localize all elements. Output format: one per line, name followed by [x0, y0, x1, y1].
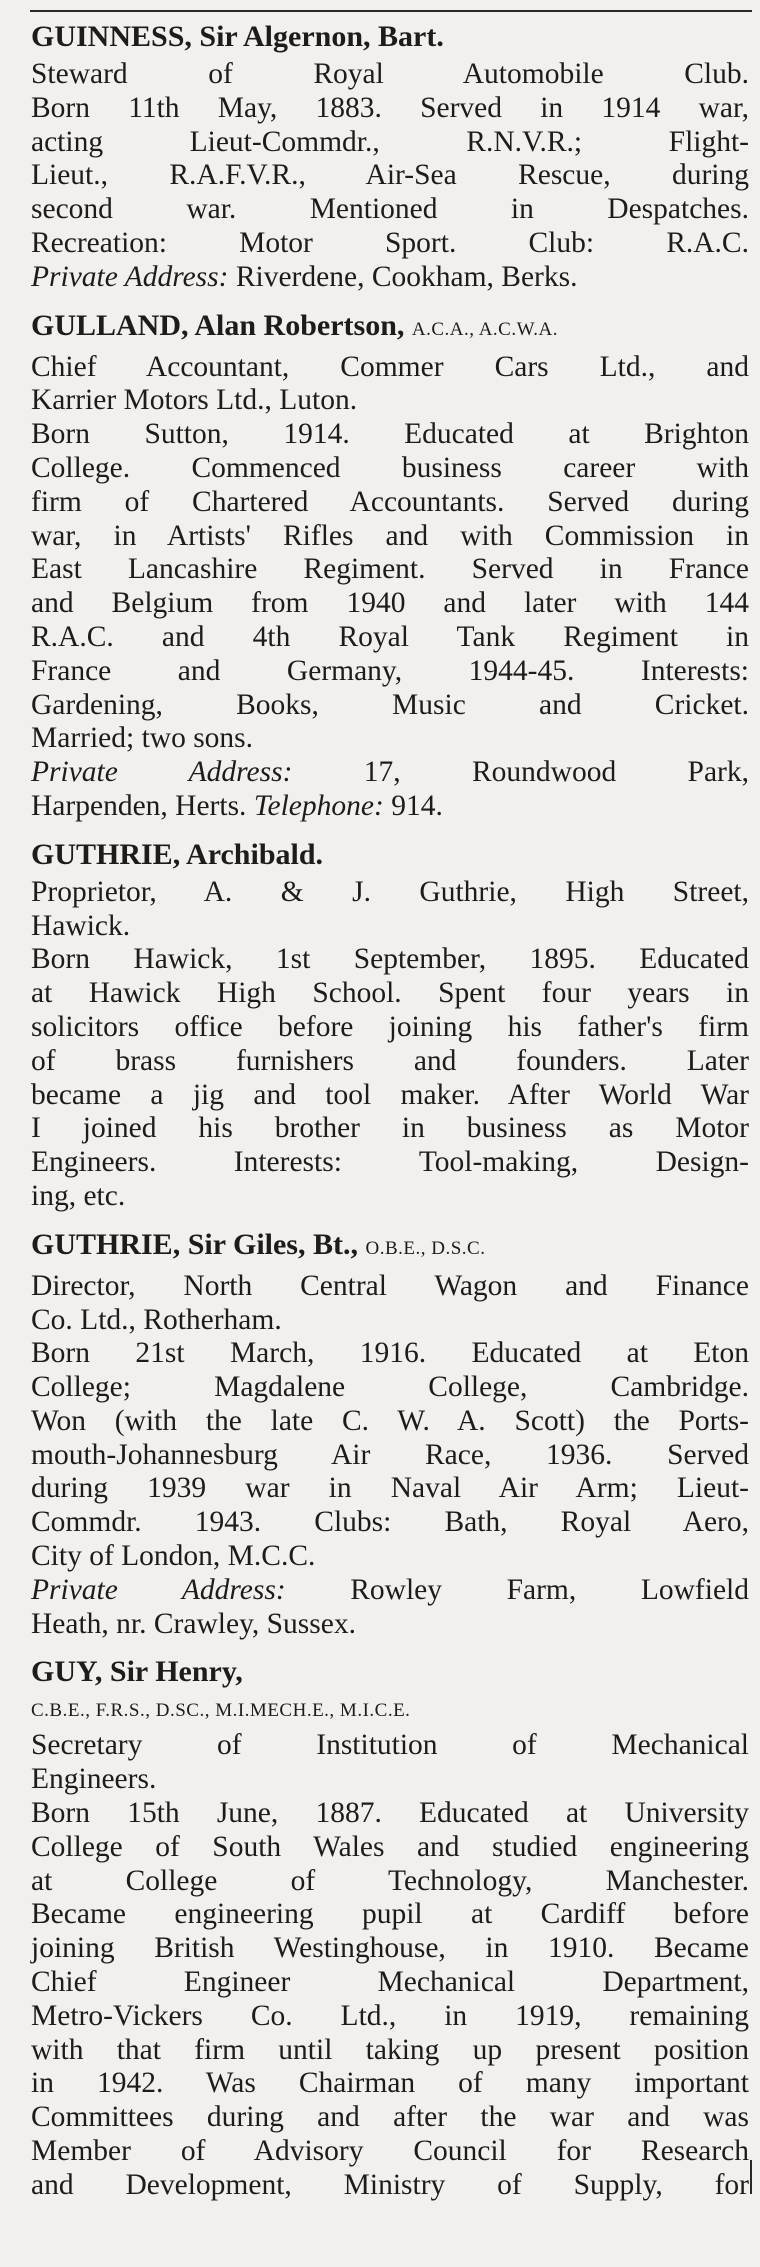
entry-name: GUTHRIE, Archibald.: [31, 837, 324, 871]
entry-line: and Belgium from 1940 and later with 144: [31, 587, 749, 620]
entry-line: Born Sutton, 1914. Educated at Brighton: [31, 418, 749, 451]
entry-name: GUTHRIE, Sir Giles, Bt.,: [31, 1227, 358, 1261]
directory-page: [31, 16, 749, 2213]
entry-line: Born 21st March, 1916. Educated at Eton: [31, 1337, 749, 1370]
entry-line: Gardening, Books, Music and Cricket.: [31, 688, 749, 721]
right-margin-rule: [750, 2160, 752, 2194]
entry-line: I joined his brother in business as Motor: [31, 1112, 749, 1145]
entry-line: East Lancashire Regiment. Served in France: [31, 553, 749, 586]
entry-line: Recreation: Motor Sport. Club: R.A.C.: [31, 226, 749, 259]
entry-line: Married; two sons.: [31, 722, 254, 755]
entry-line: College; Magdalene College, Cambridge.: [31, 1371, 749, 1404]
entry-line: R.A.C. and 4th Royal Tank Regiment in: [31, 620, 749, 653]
entry-line: firm of Chartered Accountants. Served during: [31, 485, 749, 518]
address-line: Heath, nr. Crawley, Sussex.: [31, 1607, 356, 1640]
entry-heading: [31, 1224, 749, 1270]
entry-guthrie-giles: [31, 1224, 749, 1642]
entry-heading: [31, 1651, 749, 1693]
entry-line: and Development, Ministry of Supply, for: [31, 2168, 749, 2201]
entry-heading: [31, 834, 749, 876]
entry-line: Chief Accountant, Commer Cars Ltd., and: [31, 350, 749, 383]
entry-line: of brass furnishers and founders. Later: [31, 1044, 749, 1077]
entry-line: Chief Engineer Mechanical Department,: [31, 1966, 749, 1999]
address-line: [31, 790, 749, 824]
address-label: Private Address:: [31, 1573, 286, 1606]
entry-qualifications: O.B.E., D.S.C.: [365, 1237, 486, 1259]
entry-line: Born Hawick, 1st September, 1895. Educated: [31, 943, 749, 976]
entry-line: with that firm until taking up present position: [31, 2033, 749, 2066]
entry-line: Lieut., R.A.F.V.R., Air-Sea Rescue, during: [31, 159, 749, 192]
entry-name: GUINNESS, Sir Algernon, Bart.: [31, 20, 444, 53]
entry-line: College of South Wales and studied engineering: [31, 1830, 749, 1863]
entry-qualifications: A.C.A., A.C.W.A.: [411, 318, 558, 340]
entry-line: Steward of Royal Automobile Club.: [31, 58, 749, 90]
entry-line: mouth-Johannesburg Air Race, 1936. Served: [31, 1438, 749, 1471]
entry-line: College. Commenced business career with: [31, 451, 749, 484]
entry-line: Engineers.: [31, 1763, 157, 1796]
entry-line: at College of Technology, Manchester.: [31, 1864, 749, 1897]
entry-line: solicitors office before joining his father's firm: [31, 1010, 749, 1043]
entry-guthrie-archibald: [31, 834, 749, 1214]
entry-line: Engineers. Interests: Tool-making, Design-: [31, 1146, 749, 1179]
entry-line: Commdr. 1943. Clubs: Bath, Royal Aero,: [31, 1506, 749, 1539]
entry-guy: [31, 1651, 749, 2202]
entry-line: joining British Westinghouse, in 1910. Became: [31, 1932, 749, 1965]
entry-heading: [31, 305, 749, 351]
address-label: Private Address:: [31, 260, 229, 293]
entry-line: France and Germany, 1944-45. Interests:: [31, 654, 749, 687]
entry-line: Director, North Central Wagon and Finance: [31, 1269, 749, 1302]
entry-line: Hawick.: [31, 909, 131, 942]
address-line: [31, 1574, 749, 1608]
address-line: [31, 756, 749, 790]
entry-line: Born 15th June, 1887. Educated at University: [31, 1797, 749, 1830]
entry-line: Committees during and after the war and was: [31, 2101, 749, 2134]
telephone-number: 914.: [383, 789, 443, 822]
entry-line: Karrier Motors Ltd., Luton.: [31, 384, 358, 417]
entry-line: during 1939 war in Naval Air Arm; Lieut-: [31, 1472, 749, 1505]
address-text: 17, Roundwood Park,: [292, 756, 749, 789]
entry-name: GUY, Sir Henry,: [31, 1655, 243, 1689]
entry-line: acting Lieut-Commdr., R.N.V.R.; Flight-: [31, 125, 749, 158]
entry-line: Proprietor, A. & J. Guthrie, High Street,: [31, 875, 749, 908]
entry-line: second war. Mentioned in Despatches.: [31, 193, 749, 226]
entry-qualifications: C.B.E., F.R.S., D.SC., M.I.MECH.E., M.I.C.E.: [31, 1700, 411, 1722]
entry-line: Metro-Vickers Co. Ltd., in 1919, remaining: [31, 1999, 749, 2032]
entry-line: in 1942. Was Chairman of many important: [31, 2067, 749, 2100]
address-text: Riverdene, Cookham, Berks.: [228, 260, 578, 293]
entry-heading: [31, 16, 749, 58]
top-rule: [30, 10, 752, 12]
entry-line: Co. Ltd., Rotherham.: [31, 1303, 282, 1336]
entry-line: Secretary of Institution of Mechanical: [31, 1729, 749, 1762]
address-text: Rowley Farm, Lowfield: [285, 1573, 749, 1606]
address-line: [31, 261, 749, 295]
entry-line: Member of Advisory Council for Research: [31, 2135, 749, 2168]
entry-gulland: [31, 305, 749, 824]
entry-line: City of London, M.C.C.: [31, 1540, 316, 1573]
entry-guinness: [31, 16, 749, 295]
address-text: Harpenden, Herts.: [31, 789, 254, 822]
entry-line: Won (with the late C. W. A. Scott) the Ports-: [31, 1404, 749, 1437]
telephone-label: Telephone:: [253, 789, 384, 822]
entry-line: became a jig and tool maker. After World War: [31, 1078, 749, 1111]
entry-line: Became engineering pupil at Cardiff before: [31, 1898, 749, 1931]
entry-line: war, in Artists' Rifles and with Commission in: [31, 519, 749, 552]
entry-line: ing, etc.: [31, 1179, 126, 1212]
entry-line: Born 11th May, 1883. Served in 1914 war,: [31, 91, 749, 124]
entry-name: GULLAND, Alan Robertson,: [31, 308, 405, 342]
entry-line: at Hawick High School. Spent four years in: [31, 977, 749, 1010]
address-label: Private Address:: [31, 756, 293, 789]
